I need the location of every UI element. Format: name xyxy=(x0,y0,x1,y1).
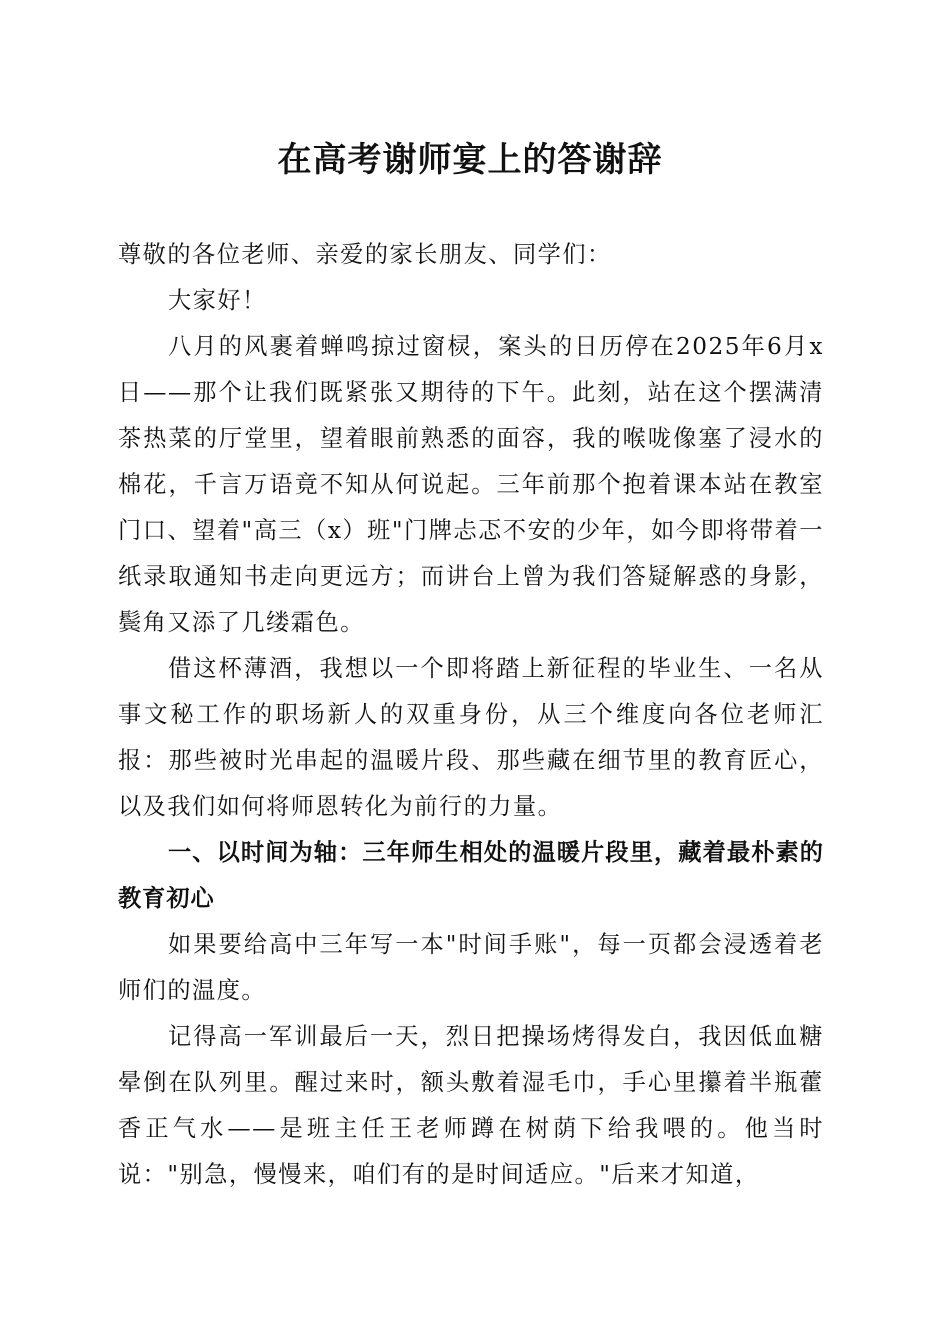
greeting: 大家好！ xyxy=(168,287,267,314)
paragraph: 记得高一军训最后一天，烈日把操场烤得发白，我因低血糖晕倒在队列里。醒过来时，额头敷着湿毛巾，手心里攥着半瓶藿香正气水——是班主任王老师蹲在树荫下给我喂的。他当时说："别急，慢慢来，咱们有的是时间适应。"后来才知道， xyxy=(118,1023,824,1188)
document-body xyxy=(118,232,824,1198)
paragraph: 如果要给高中三年写一本"时间手账"，每一页都会浸透着老师们的温度。 xyxy=(118,931,824,1004)
section-heading: 一、以时间为轴：三年师生相处的温暖片段里，藏着最朴素的教育初心 xyxy=(118,839,824,912)
paragraph: 八月的风裹着蝉鸣掠过窗棂，案头的日历停在2025年6月x日——那个让我们既紧张又期待的下午。此刻，站在这个摆满清茶热菜的厅堂里，望着眼前熟悉的面容，我的喉咙像塞了浸水的棉花，千言万语竟不知从何说起。三年前那个抱着课本站在教室门口、望着"高三（x）班"门牌忐忑不安的少年，如今即将带着一纸录取通知书走向更远方；而讲台上曾为我们答疑解惑的身影，鬓角又添了几缕霜色。 xyxy=(118,333,824,636)
salutation: 尊敬的各位老师、亲爱的家长朋友、同学们： xyxy=(118,241,612,268)
paragraph: 借这杯薄酒，我想以一个即将踏上新征程的毕业生、一名从事文秘工作的职场新人的双重身份，从三个维度向各位老师汇报：那些被时光串起的温暖片段、那些藏在细节里的教育匠心，以及我们如何将师恩转化为前行的力量。 xyxy=(118,655,824,820)
document-title: 在高考谢师宴上的答谢辞 xyxy=(277,140,663,180)
